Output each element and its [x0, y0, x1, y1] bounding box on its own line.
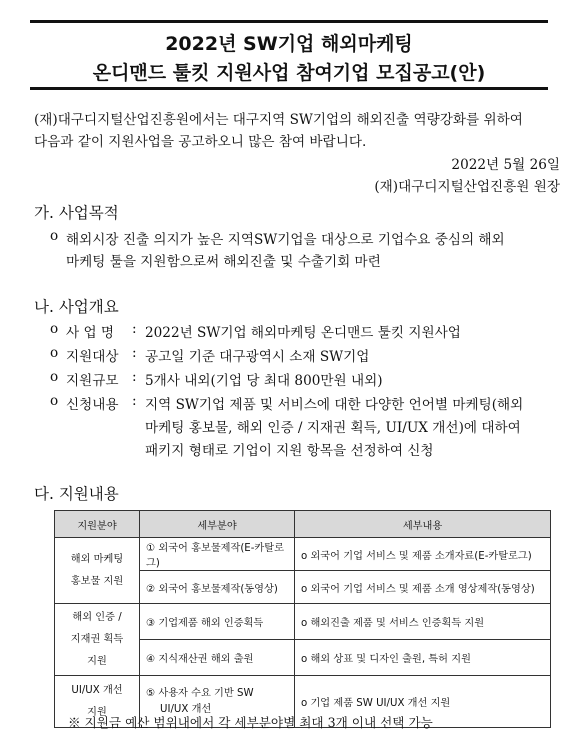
- purpose-bullet: o: [50, 228, 59, 244]
- purpose-line-1: 해외시장 진출 의지가 높은 지역SW기업을 대상으로 기업수요 중심의 해외: [66, 232, 505, 248]
- overview-label: 신청내용: [66, 397, 119, 413]
- notice-issuer: (재)대구디지털산업진흥원 원장: [374, 179, 560, 195]
- apply-continuation-1: 마케팅 홍보물, 해외 인증 / 지재권 획득, UI/UX 개선)에 대하여: [145, 420, 521, 436]
- content-cell: o 외국어 기업 서비스 및 제품 소개 영상제작(동영상): [295, 571, 551, 604]
- table-header: 지원분야: [55, 511, 140, 538]
- overview-text: 5개사 내외(기업 당 최대 800만원 내외): [145, 373, 383, 389]
- overview-sep: :: [132, 345, 137, 361]
- category-line: 지재권 획득: [70, 633, 124, 645]
- category-cell: [55, 604, 140, 676]
- overview-text: 지역 SW기업 제품 및 서비스에 대한 다양한 언어별 마케팅(해외: [145, 397, 524, 413]
- category-line: 홍보물 지원: [70, 575, 124, 587]
- category-line: UI/UX 개선: [71, 684, 123, 696]
- overview-text: 공고일 기준 대구광역시 소재 SW기업: [145, 349, 370, 365]
- table-footnote: ※ 지원금 예산 범위내에서 각 세부분야별 최대 3개 이내 선택 가능: [68, 715, 433, 730]
- title-box: [30, 20, 548, 90]
- category-line: 해외 마케팅: [70, 553, 124, 565]
- table-row: [55, 604, 551, 640]
- detail-cell: ④ 지식재산권 해외 출원: [140, 640, 295, 676]
- overview-sep: :: [132, 393, 137, 409]
- intro-line-2: 다음과 같이 지원사업을 공고하오니 많은 참여 바랍니다.: [34, 134, 367, 150]
- table-header: 세부내용: [295, 511, 551, 538]
- overview-text: 2022년 SW기업 해외마케팅 온디맨드 툴킷 지원사업: [145, 325, 461, 341]
- category-line: 해외 인증 /: [72, 611, 122, 623]
- overview-bullet: o: [50, 393, 59, 409]
- overview-label: 지원대상: [66, 349, 119, 365]
- overview-sep: :: [132, 369, 137, 385]
- intro-line-1: (재)대구디지털산업진흥원에서는 대구지역 SW기업의 해외진출 역량강화를 위하여: [34, 112, 523, 128]
- content-cell: o 기업 제품 SW UI/UX 개선 지원: [295, 676, 551, 728]
- support-table: [54, 510, 551, 728]
- overview-label: 지원규모: [66, 373, 119, 389]
- purpose-line-2: 마케팅 툴을 지원함으로써 해외진출 및 수출기회 마련: [66, 254, 381, 270]
- content-cell: o 해외 상표 및 디자인 출원, 특허 지원: [295, 640, 551, 676]
- overview-label: 사 업 명: [66, 325, 115, 341]
- detail-cell: ② 외국어 홍보물제작(동영상): [140, 571, 295, 604]
- overview-bullet: o: [50, 321, 59, 337]
- heading-content: 다. 지원내용: [34, 485, 119, 503]
- category-line: 지원: [87, 655, 107, 667]
- overview-bullet: o: [50, 345, 59, 361]
- detail-line: ⑤ 사용자 수요 기반 SW: [146, 687, 254, 699]
- content-cell: o 해외진출 제품 및 서비스 인증획득 지원: [295, 604, 551, 640]
- apply-continuation-2: 패키지 형태로 기업이 지원 항목을 선정하여 신청: [145, 443, 434, 459]
- detail-cell: ③ 기업제품 해외 인증획득: [140, 604, 295, 640]
- notice-date: 2022년 5월 26일: [451, 157, 560, 173]
- detail-line: UI/UX 개선: [160, 703, 212, 715]
- heading-purpose: 가. 사업목적: [34, 204, 119, 222]
- title-line-1: 2022년 SW기업 해외마케팅: [165, 33, 413, 55]
- title-line-2: 온디맨드 툴킷 지원사업 참여기업 모집공고(안): [92, 62, 486, 84]
- heading-overview: 나. 사업개요: [34, 298, 119, 316]
- table-header: 세부분야: [140, 511, 295, 538]
- table-row: [55, 538, 551, 571]
- category-line: 지원: [87, 706, 107, 718]
- overview-bullet: o: [50, 369, 59, 385]
- overview-sep: :: [132, 321, 137, 337]
- category-cell: [55, 538, 140, 604]
- table-header-row: [55, 511, 551, 538]
- content-cell: o 외국어 기업 서비스 및 제품 소개자료(E-카탈로그): [295, 538, 551, 571]
- detail-cell: ① 외국어 홍보물제작(E-카탈로그): [140, 538, 295, 571]
